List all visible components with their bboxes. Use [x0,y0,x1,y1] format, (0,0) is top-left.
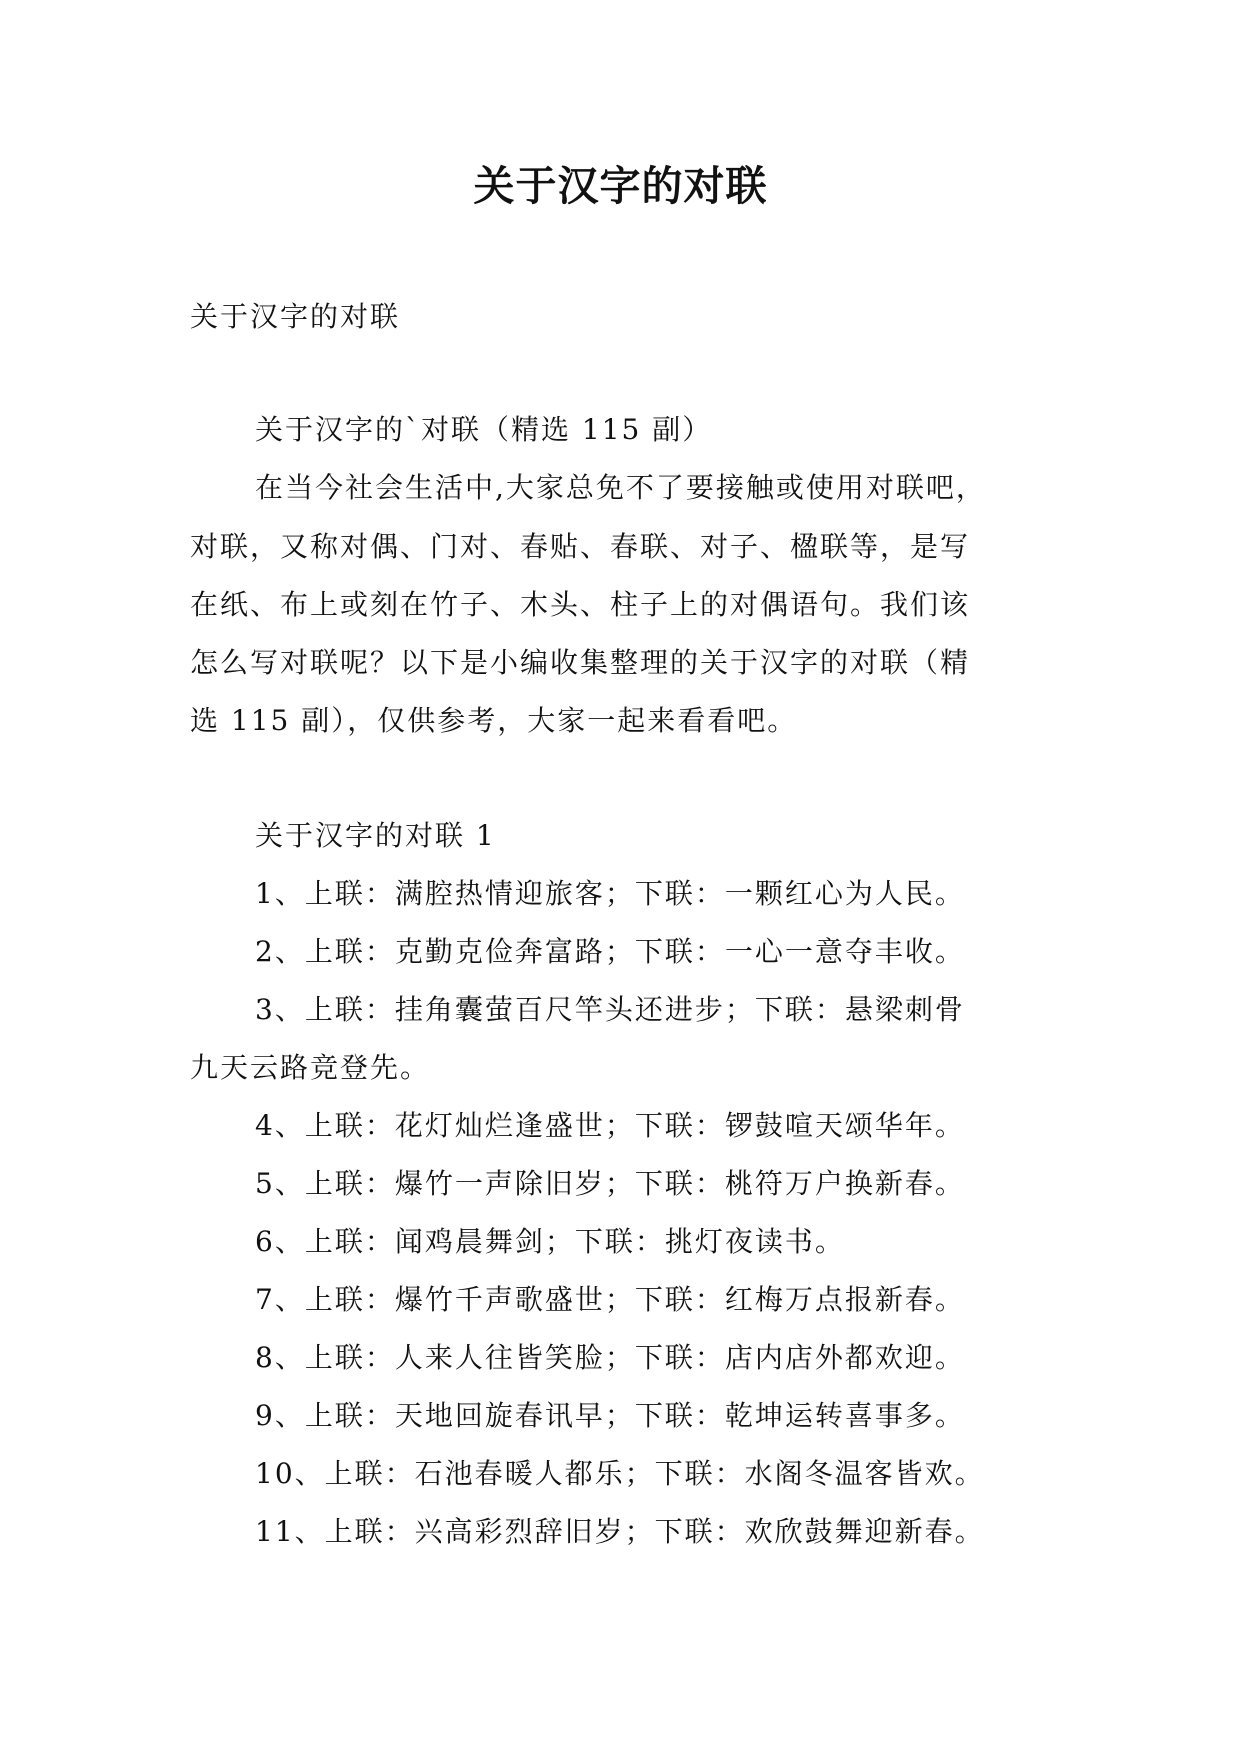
paragraph-line: 对联，又称对偶、门对、春贴、春联、对子、楹联等，是写 [190,530,971,563]
couplet-line: 九天云路竞登先。 [190,1051,431,1084]
couplet-line: 10、上联：石池春暖人都乐；下联：水阁冬温客皆欢。 [255,1457,985,1490]
intro-heading: 关于汉字的`对联（精选 115 副） [255,413,713,446]
couplet-line: 1、上联：满腔热情迎旅客；下联：一颗红心为人民。 [255,877,965,910]
section-heading: 关于汉字的对联 1 [255,819,496,852]
couplet-line: 11、上联：兴高彩烈辞旧岁；下联：欢欣鼓舞迎新春。 [255,1515,985,1548]
couplet-line: 2、上联：克勤克俭奔富路；下联：一心一意夺丰收。 [255,935,965,968]
couplet-line: 4、上联：花灯灿烂逢盛世；下联：锣鼓喧天颂华年。 [255,1109,965,1142]
document-title: 关于汉字的对联 [473,162,768,210]
couplet-line: 8、上联：人来人往皆笑脸；下联：店内店外都欢迎。 [255,1341,965,1374]
couplet-line: 5、上联：爆竹一声除旧岁；下联：桃符万户换新春。 [255,1167,965,1200]
paragraph-line: 在纸、布上或刻在竹子、木头、柱子上的对偶语句。我们该 [190,588,971,621]
couplet-line: 6、上联：闻鸡晨舞剑；下联：挑灯夜读书。 [255,1225,845,1258]
couplet-line: 3、上联：挂角囊萤百尺竿头还进步；下联：悬梁刺骨 [255,993,965,1026]
paragraph-line: 在当今社会生活中,大家总免不了要接触或使用对联吧， [255,471,986,504]
couplet-line: 9、上联：天地回旋春讯早；下联：乾坤运转喜事多。 [255,1399,965,1432]
paragraph-line: 怎么写对联呢？以下是小编收集整理的关于汉字的对联（精 [190,646,971,679]
subtitle-line: 关于汉字的对联 [190,300,401,333]
couplet-line: 7、上联：爆竹千声歌盛世；下联：红梅万点报新春。 [255,1283,965,1316]
paragraph-line: 选 115 副），仅供参考，大家一起来看看吧。 [190,704,798,737]
